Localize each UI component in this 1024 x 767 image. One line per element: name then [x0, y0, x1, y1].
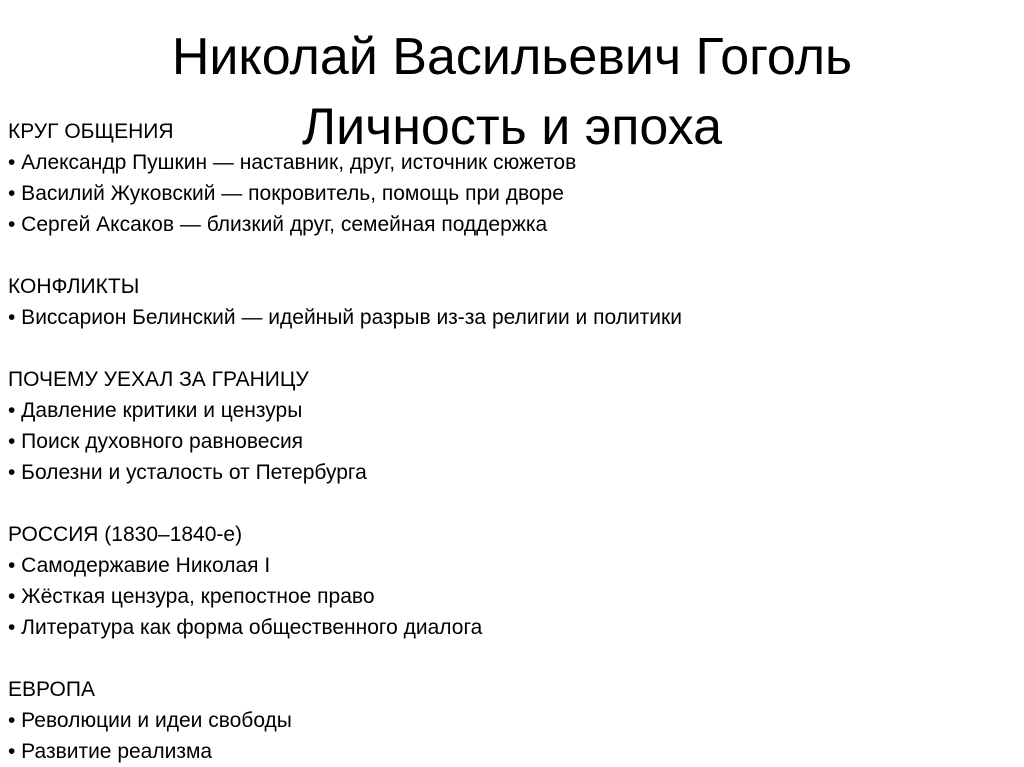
section-heading: ЕВРОПА — [8, 678, 95, 701]
list-item: • Александр Пушкин — наставник, друг, источник сюжетов — [8, 151, 577, 174]
list-item: • Василий Жуковский — покровитель, помощь при дворе — [8, 182, 564, 205]
section-heading: ПОЧЕМУ УЕХАЛ ЗА ГРАНИЦУ — [8, 368, 309, 391]
list-item: • Виссарион Белинский — идейный разрыв из-за религии и политики — [8, 306, 682, 329]
section-russia — [8, 519, 1008, 643]
section-conflicts — [8, 271, 1008, 333]
list-item: • Сергей Аксаков — близкий друг, семейная поддержка — [8, 213, 548, 236]
list-item: • Жёсткая цензура, крепостное право — [8, 585, 375, 608]
list-item: • Болезни и усталость от Петербурга — [8, 461, 367, 484]
list-item: • Поиск духовного равновесия — [8, 430, 304, 453]
slide-title-line2: Личность и эпоха — [301, 98, 723, 156]
list-item: • Развитие реализма — [8, 740, 213, 763]
section-heading: КОНФЛИКТЫ — [8, 275, 140, 298]
slide-title — [0, 22, 1024, 162]
section-europe — [8, 674, 1008, 767]
slide-title-line1: Николай Васильевич Гоголь — [171, 28, 853, 86]
list-item: • Революции и идеи свободы — [8, 709, 292, 732]
list-item: • Литература как форма общественного диалога — [8, 616, 483, 639]
section-why-abroad — [8, 364, 1008, 488]
slide-body — [8, 116, 1008, 767]
section-heading: КРУГ ОБЩЕНИЯ — [8, 120, 174, 143]
section-heading: РОССИЯ (1830–1840-е) — [8, 523, 243, 546]
list-item: • Давление критики и цензуры — [8, 399, 303, 422]
list-item: • Самодержавие Николая I — [8, 554, 271, 577]
